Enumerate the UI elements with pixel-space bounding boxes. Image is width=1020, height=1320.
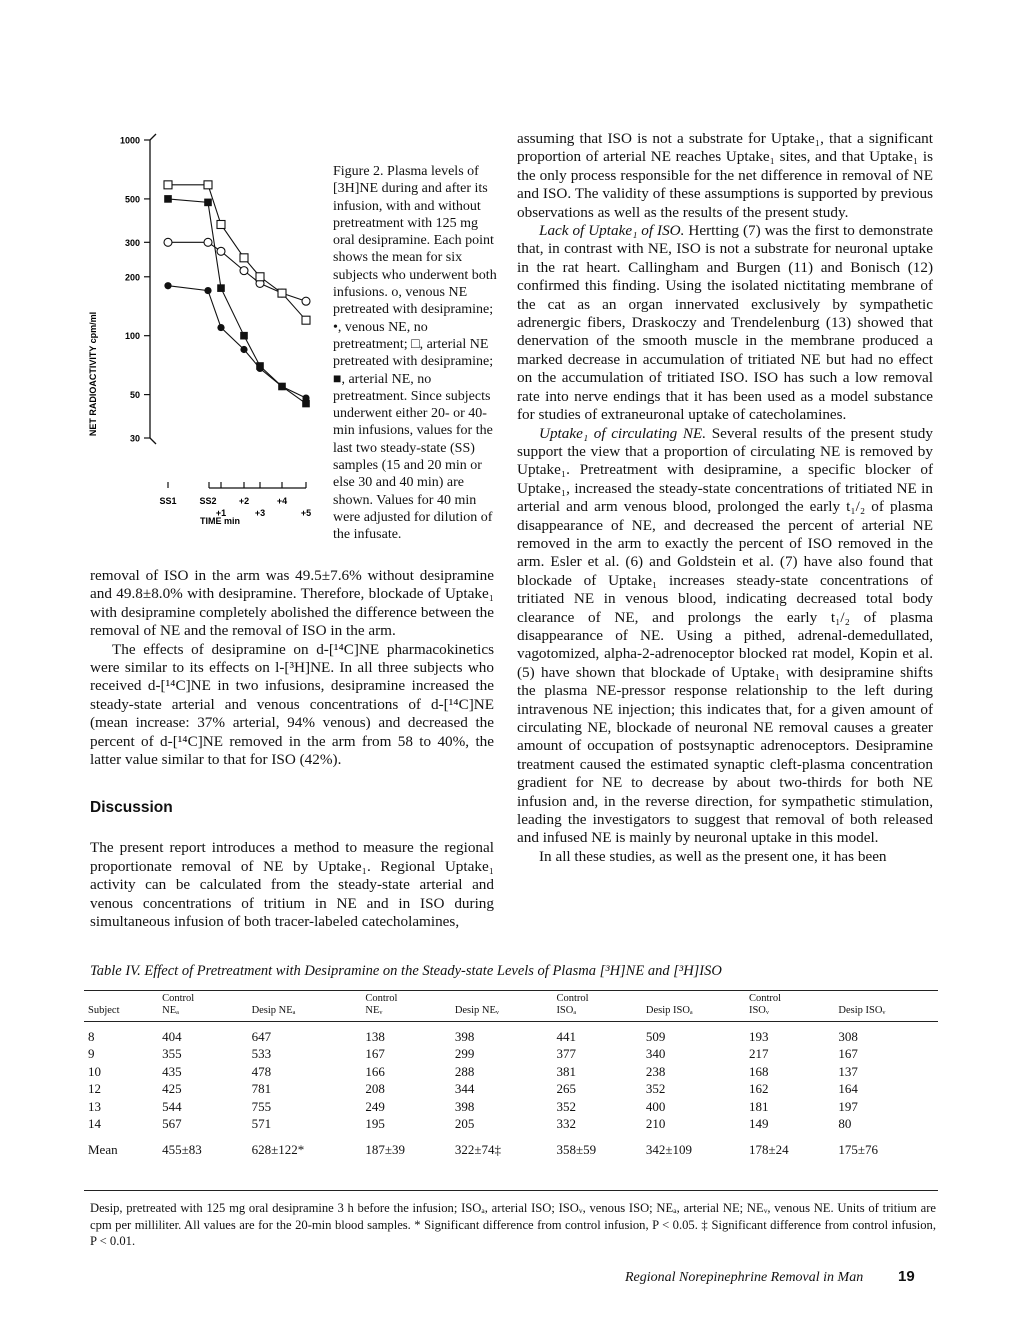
table-cell: 628±122* [251,1141,305,1157]
table-cell: 178±24 [748,1141,789,1157]
table-cell: 208 [365,1081,385,1097]
table-row [84,1081,938,1099]
table-iv [84,990,938,1165]
table-cell: 344 [454,1081,475,1097]
table-cell: 308 [838,1028,858,1044]
chart-axes [150,134,306,488]
table-cell: 14 [88,1116,101,1132]
table-cell: 217 [748,1046,769,1062]
right-paragraph-1: assuming that ISO is not a substrate for Uptake₁, that a significant proportion of arterial NE reaches Uptake₁ sites, and that Uptake₁ is the only process responsible for the net difference in removal of NE and ISO. The validity of these assumptions is supported by previous observations as well as the results of the present study. [517,130,933,221]
table-header-cell [361,991,450,1022]
y-tick-label: 300 [124,237,140,248]
right-paragraph-4: In all these studies, as well as the present one, it has been [539,847,887,865]
table-cell: 441 [556,1028,576,1044]
table-cell: 175±76 [838,1141,879,1157]
table-cell: 332 [556,1116,576,1132]
x-tick-label: +3 [254,508,266,518]
table-cell: 355 [162,1046,182,1062]
table-header-cell [158,991,247,1022]
table-cell: 404 [162,1028,182,1044]
table-cell: 533 [251,1046,272,1062]
table-cell: 265 [556,1081,576,1097]
table-mean-row [84,1133,938,1165]
table-bottom-rule [84,1190,938,1191]
x-axis-label: TIME min [200,516,240,526]
table-cell: 322±74‡ [454,1141,501,1157]
table-cell: 238 [645,1063,666,1079]
data-point-open-square [204,181,212,189]
data-point-open-circle [204,238,212,246]
data-point-open-square [240,254,248,262]
table-header-cell [248,991,362,1022]
header-line-top [646,993,741,1005]
series-line [168,185,306,320]
left-column [90,567,494,932]
table-row [84,1116,938,1134]
figure-2-chart [78,118,328,538]
table-header-cell [834,991,938,1022]
table-cell: 398 [454,1098,475,1114]
table-cell: 168 [748,1063,769,1079]
table-cell: 647 [251,1028,272,1044]
header-line-top: Control [162,993,195,1004]
table-cell: 377 [556,1046,576,1062]
table-cell: 478 [251,1063,272,1079]
data-point-filled-square [302,400,310,408]
table-cell: 12 [88,1081,101,1097]
right-paragraph-3 [517,425,933,848]
table-cell: 571 [251,1116,272,1132]
table-cell: 544 [162,1098,182,1114]
header-line-top: Control [365,993,398,1004]
data-point-filled-square [278,383,286,391]
right-column [517,130,933,866]
x-tick-label: +4 [276,496,288,506]
y-axis-label: NET RADIOACTIVITY cpm/ml [88,311,98,437]
left-paragraph-2: The effects of desipramine on d-[¹⁴C]NE pharmacokinetics were similar to its effects on l-[³H]NE. In all three subjects who received d-[¹⁴C]NE in two infusions, desipramine increased the steady-state arterial and venous concentrations of d-[¹⁴C]NE (mean increase: 37% arterial, 94% venous) and decreased the percent of d-[¹⁴C]NE removed in the arm from 58 to 40%, the latter value similar to that for ISO (42%). [90,640,494,769]
lack-of-uptake-heading: Lack of Uptake₁ of ISO. [539,222,685,240]
table-cell: 13 [88,1098,101,1114]
table-cell: 781 [251,1081,272,1097]
right-paragraph-3-text: Several results of the present study support the view that a proportion of circulating NE is removed by Uptake₁. Pretreatment with desipramine, a specific blocker of Uptake₁, increased the steady-state concentrations of tritiated NE in arterial and arm venous blood, prolonged the early t₁/₂ of plasma disappearance of NE, and decreased the percent of arterial NE removed in the arm to exactly the percent of ISO removed in the arm. Esler et al. (6) and Goldstein et al. (7) have also found that blockade of Uptake₁ increases steady-state concentrations of tritiated NE in venous blood, indicating decreased total body clearance of NE, and prolongs the early t₁/₂ of plasma disappearance of NE. Using a pithed, adrenal-demedullated, vagotomized, alpha-2-adrenoceptor blocked rat model, Kopin et al. (5) have shown that blockade of Uptake₁ with desipramine shifts the plasma NE-pressor response relationship to the left during intravenous NE injection; this indicates that, for a given amount of circulating NE, blockade of neuronal NE removal causes a greater amount of occupation of postsynaptic adrenoceptors. Desipramine treatment caused the estimated synaptic cleft-plasma concentration gradient for NE to decrease by about two-thirds for both NE infusion and, in the reverse direction, for sympathetic stimulation, leading the investigators to suggest that removal of both released and infused NE is mainly by neuronal uptake in this model. [517,424,933,847]
y-tick-label: 1000 [119,135,140,146]
data-point-filled-square [204,199,212,207]
header-line-bottom: Desip NEᵥ [454,1005,500,1016]
data-point-open-circle [240,267,248,275]
table-cell: 425 [162,1081,182,1097]
table-cell: 755 [251,1098,272,1114]
header-line-bottom: Desip NEₐ [251,1005,296,1016]
table-cell: 381 [556,1063,576,1079]
table-cell: 187±39 [365,1141,406,1157]
discussion-heading: Discussion [90,799,173,817]
x-tick-label: +2 [238,496,250,506]
table-cell: 205 [454,1116,475,1132]
data-point-filled-circle [240,346,247,353]
y-tick-label: 100 [124,331,140,342]
table-cell: 80 [838,1116,852,1132]
data-point-open-circle [164,238,172,246]
data-point-filled-circle [204,287,211,294]
table-body [84,1022,938,1165]
table-cell: 352 [556,1098,576,1114]
data-point-filled-square [240,332,248,340]
table-cell: 400 [645,1098,666,1114]
data-point-filled-square [217,284,225,292]
table-cell: 352 [645,1081,666,1097]
y-axis-ticks [120,136,150,444]
header-line-bottom: Desip ISOᵥ [838,1005,886,1016]
table-cell: 167 [838,1046,858,1062]
table-row [84,1046,938,1064]
series-line [168,286,306,398]
header-line-bottom: NEₐ [162,1005,180,1016]
table-cell: 567 [162,1116,182,1132]
data-point-open-square [217,220,225,228]
table-cell: 164 [838,1081,858,1097]
table-cell: 455±83 [162,1141,202,1157]
table-header-cell [451,991,553,1022]
header-line-top: Control [556,993,589,1004]
x-tick-label: +5 [300,508,312,518]
x-tick-label: +1 [215,508,227,518]
table-cell: 342±109 [645,1141,692,1157]
right-paragraph-2 [517,222,933,424]
data-point-open-square [164,181,172,189]
page-number: 19 [898,1268,915,1285]
y-tick-label: 500 [124,194,140,205]
left-paragraph-3: The present report introduces a method to measure the regional proportionate removal of NE by Uptake₁. Regional Uptake₁ activity can be calculated from the steady-state arterial and venous concentrations of tritium in NE and in ISO during simultaneous infusion of both tracer-labeled catecholamines, [90,839,494,931]
table-cell: 137 [838,1063,858,1079]
table-cell: Mean [88,1141,118,1157]
data-point-filled-circle [164,282,171,289]
table-cell: 162 [748,1081,769,1097]
header-line-top [88,993,154,1005]
header-line-bottom: ISOₐ [556,1005,577,1016]
header-line-bottom: Subject [88,1005,120,1016]
data-point-open-circle [302,297,310,305]
table-cell: 149 [748,1116,769,1132]
table-cell: 9 [88,1046,95,1062]
series-line [168,199,306,404]
header-line-bottom: ISOᵥ [748,1005,769,1016]
table-cell: 10 [88,1063,101,1079]
table-row [84,1063,938,1081]
table-header-row [84,991,938,1022]
left-paragraph-1: removal of ISO in the arm was 49.5±7.6% without desipramine and 49.8±8.0% with desipramine. Therefore, blockade of Uptake₁ with desipramine completely abolished the difference between the removal of NE and the removal of ISO in the arm. [90,567,494,640]
uptake-circulating-heading: Uptake₁ of circulating NE. [539,424,707,442]
running-head: Regional Norepinephrine Removal in Man [625,1270,864,1285]
data-point-filled-square [164,195,172,203]
right-paragraph-2-text: Hertting (7) was the first to demonstrate that, in contrast with NE, ISO is not a substrate for neuronal uptake in the rat heart. Callingham and Burgen (11) and Bonisch (12) confirmed this finding. Using the isolated nictitating membrane of the cat as an organ innervated exclusively by sympathetic adrenergic fibers, Draskoczy and Trendelenburg (13) showed that denervation of the smooth muscle in the membrane produced a marked decrease in accumulation of tritiated NE but had no effect on the accumulation of tritiated ISO. ISO has such a low removal rate into nerve endings that it has been used as a model substance for studies of extraneuronal uptake of catecholamines. [517,222,934,424]
header-line-top [455,993,549,1005]
table-header-cell [552,991,641,1022]
data-point-open-square [278,289,286,297]
header-line-bottom: Desip ISOₐ [645,1005,693,1016]
table-cell: 249 [365,1098,385,1114]
chart-series [164,181,310,408]
table-cell: 435 [162,1063,182,1079]
data-point-open-circle [217,247,225,255]
x-tick-label: SS2 [199,496,217,506]
table-cell: 398 [454,1028,475,1044]
table-cell: 195 [365,1116,385,1132]
header-line-top [252,993,358,1005]
table-cell: 210 [645,1116,666,1132]
table-header-cell [642,991,745,1022]
y-axis-break [150,438,156,444]
table-header-cell [745,991,834,1022]
x-tick-label: SS1 [159,496,177,506]
table-cell: 167 [365,1046,385,1062]
figure-caption: Figure 2. Plasma levels of [3H]NE during and after its infusion, with and without pretreatment with 125 mg oral desipramine. Each point shows the mean for six subjects who underwent both infusions. o, venous NE pretreated with desipramine; •, venous NE, no pretreatment; □, arterial NE pretreated with desipramine; ■, arterial NE, no pretreatment. Since subjects underwent either 20- or 40-min infusions, values for the last two steady-state (SS) samples (15 and 20 min or else 30 and 40 min) are shown. Values for 40 min were adjusted for dilution of the infusate. [333,164,497,543]
table-title: Table IV. Effect of Pretreatment with Desipramine on the Steady-state Levels of Plasma [³H]NE and [³H]ISO [90,963,722,979]
table-cell: 299 [454,1046,475,1062]
table-footnote: Desip, pretreated with 125 mg oral desipramine 3 h before the infusion; ISOₐ, arterial ISO; ISOᵥ, venous ISO; NEₐ, arterial NE; NEᵥ, venous NE. Units of tritium are cpm per milliliter. All values are for the 20-min blood samples. * Significant difference from control infusion, P < 0.05. ‡ Significant difference from control infusion, P < 0.01. [90,1201,936,1248]
table-cell: 138 [365,1028,385,1044]
y-tick-label: 200 [124,272,140,283]
y-tick-label: 30 [129,433,140,444]
data-point-open-square [256,273,264,281]
data-point-open-square [302,316,310,324]
table-cell: 340 [645,1046,666,1062]
table-header-cell [84,991,158,1022]
header-line-top: Control [748,993,782,1004]
table-row [84,1022,938,1046]
table-cell: 358±59 [556,1141,597,1157]
header-line-top [838,993,934,1005]
table-cell: 166 [365,1063,385,1079]
data-point-filled-square [256,362,264,370]
table-row [84,1098,938,1116]
y-axis-break [150,134,156,140]
table-cell: 181 [748,1098,769,1114]
header-line-bottom: NEᵥ [365,1005,383,1016]
table-cell: 509 [645,1028,666,1044]
table-cell: 288 [454,1063,475,1079]
y-tick-label: 50 [129,390,140,401]
table-cell: 197 [838,1098,858,1114]
table-cell: 193 [748,1028,769,1044]
data-point-filled-circle [217,324,224,331]
table-cell: 8 [88,1028,95,1044]
